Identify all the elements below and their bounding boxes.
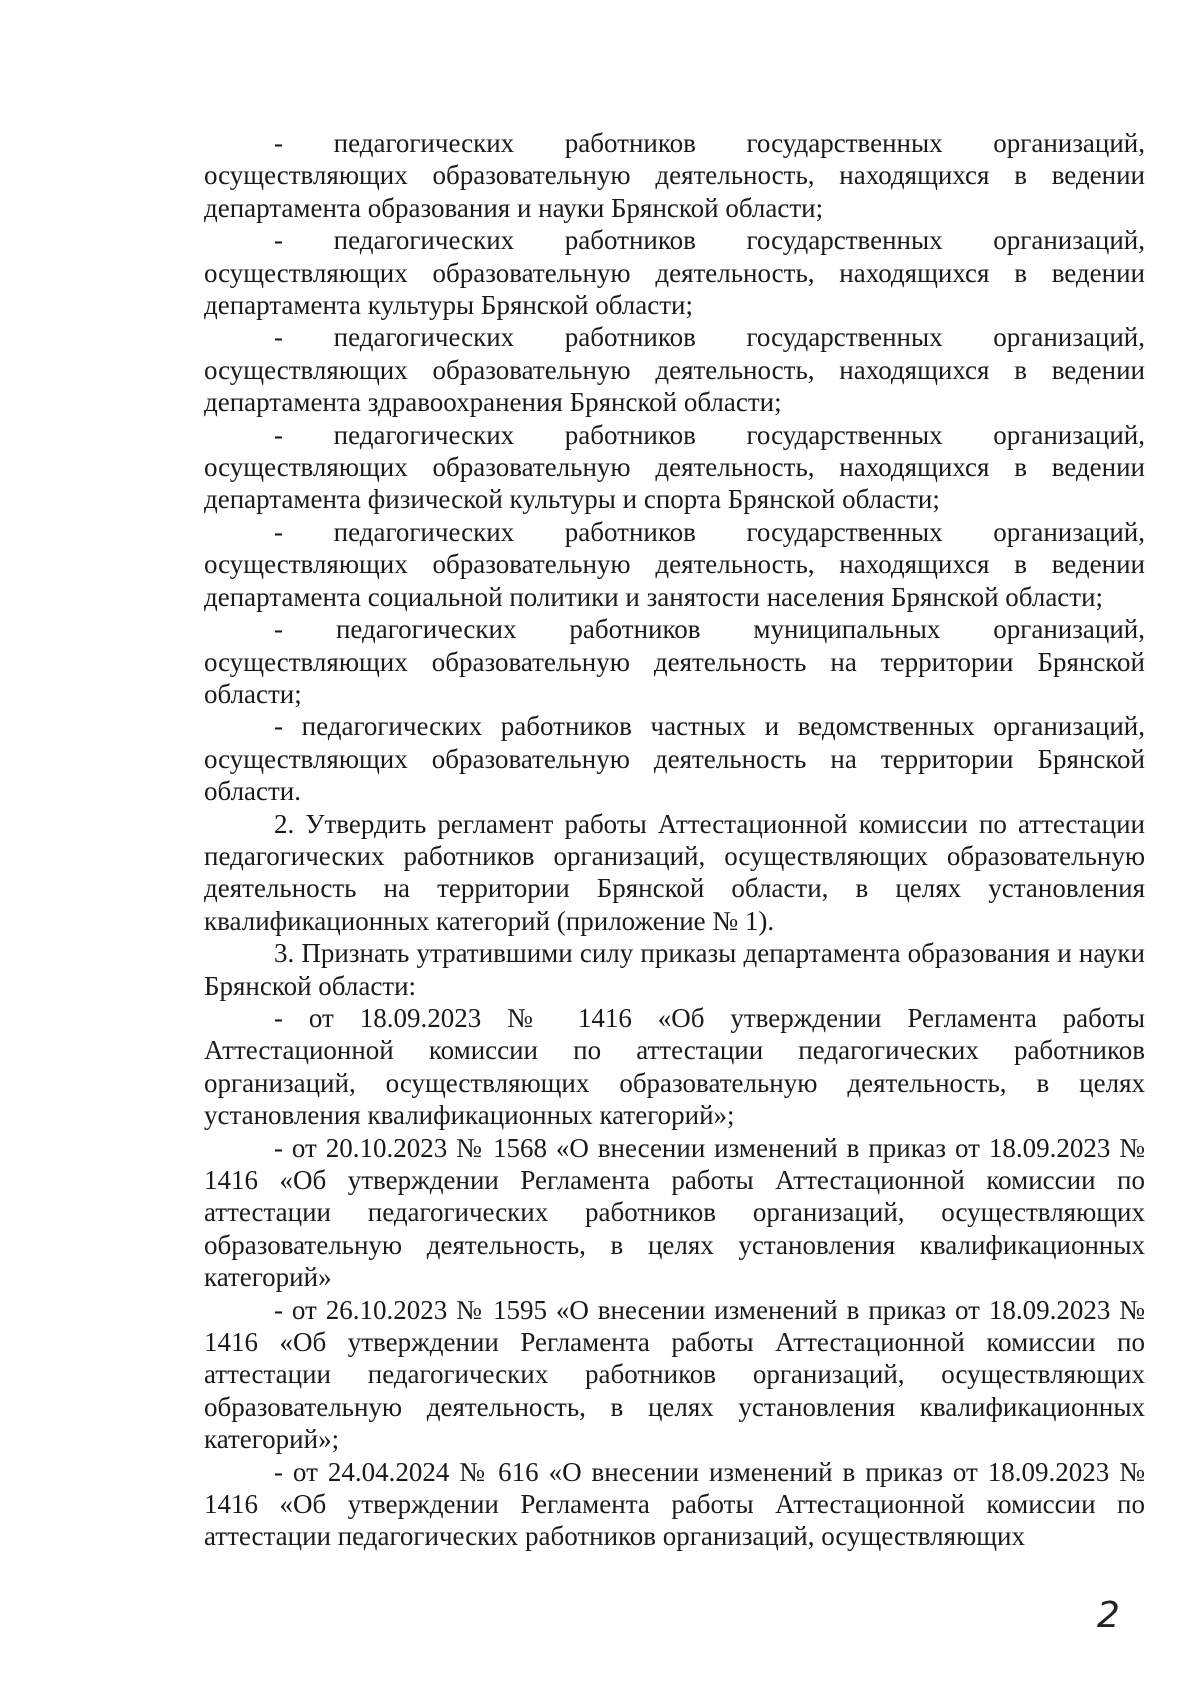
document-body — [204, 127, 1145, 1553]
paragraph: - от 24.04.2024 № 616 «О внесении изменений в приказ от 18.09.2023 № 1416 «Об утверждении Регламента работы Аттестационной комиссии по аттестации педагогических работников организаций, осуществляющих — [204, 1456, 1145, 1552]
paragraph: - педагогических работников государственных организаций, осуществляющих образовательную деятельность, находящихся в ведении департамента социальной политики и занятости населения Брянской области; — [204, 516, 1145, 612]
paragraph: - педагогических работников государственных организаций, осуществляющих образовательную деятельность, находящихся в ведении департамента культуры Брянской области; — [204, 225, 1145, 321]
paragraph: - педагогических работников государственных организаций, осуществляющих образовательную деятельность, находящихся в ведении департамента образования и науки Брянской области; — [204, 128, 1145, 223]
paragraph: - педагогических работников муниципальных организаций, осуществляющих образовательную деятельность на территории Брянской области; — [204, 614, 1145, 709]
paragraph: 2. Утвердить регламент работы Аттестационной комиссии по аттестации педагогических работников организаций, осуществляющих образовательную деятельность на территории Брянской области, в целях установления квалификационных категорий (приложение № 1). — [204, 808, 1145, 936]
paragraph: - от 18.09.2023 № 1416 «Об утверждении Регламента работы Аттестационной комиссии по аттестации педагогических работников организаций, осуществляющих образовательную деятельность, в целях установления квалификационных категорий»; — [204, 1002, 1145, 1131]
paragraph: - педагогических работников частных и ведомственных организаций, осуществляющих образовательную деятельность на территории Брянской области. — [204, 711, 1145, 807]
page-number: 2 — [1097, 1595, 1120, 1636]
paragraph: - от 26.10.2023 № 1595 «О внесении изменений в приказ от 18.09.2023 № 1416 «Об утверждении Регламента работы Аттестационной комиссии по аттестации педагогических работников организаций, осуществляющих образовательную деятельность, в целях установления квалификационных категорий»; — [204, 1294, 1145, 1455]
paragraph: 3. Признать утратившими силу приказы департамента образования и науки Брянской области: — [204, 938, 1145, 1001]
paragraph: - педагогических работников государственных организаций, осуществляющих образовательную деятельность, находящихся в ведении департамента физической культуры и спорта Брянской области; — [204, 419, 1145, 515]
paragraph: - от 20.10.2023 № 1568 «О внесении изменений в приказ от 18.09.2023 № 1416 «Об утверждении Регламента работы Аттестационной комиссии по аттестации педагогических работников организаций, осуществляющих образовательную деятельность, в целях установления квалификационных категорий» — [204, 1132, 1145, 1293]
paragraph: - педагогических работников государственных организаций, осуществляющих образовательную деятельность, находящихся в ведении департамента здравоохранения Брянской области; — [204, 322, 1145, 418]
